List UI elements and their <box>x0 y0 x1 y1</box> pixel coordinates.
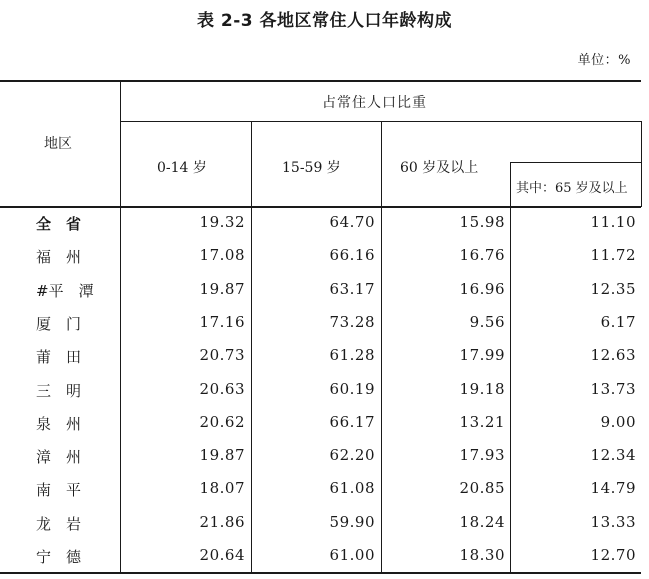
row-region: 龙 岩 <box>36 515 82 533</box>
row-value: 21.86 <box>199 513 245 531</box>
row-value: 12.63 <box>590 346 636 364</box>
row-value: 12.34 <box>590 446 636 464</box>
row-value: 15.98 <box>459 213 505 231</box>
row-value: 18.07 <box>199 479 245 497</box>
row-region: 宁 德 <box>36 548 82 566</box>
row-region: 福 州 <box>36 248 82 266</box>
row-value: 18.30 <box>459 546 505 564</box>
row-region: 全 省 <box>36 215 82 233</box>
sub-rule <box>510 162 641 163</box>
row-region: 三 明 <box>36 382 82 400</box>
header-age-65-plus: 其中：65 岁及以上 <box>516 181 628 196</box>
header-age-60-plus: 60 岁及以上 <box>400 160 479 176</box>
row-value: 17.93 <box>459 446 505 464</box>
col-divider-1 <box>251 121 252 573</box>
header-bottom-rule <box>0 206 641 208</box>
row-value: 19.18 <box>459 380 505 398</box>
header-age-15-59: 15-59 岁 <box>282 160 341 176</box>
row-value: 13.73 <box>590 380 636 398</box>
row-value: 17.99 <box>459 346 505 364</box>
row-value: 66.16 <box>329 246 375 264</box>
row-region: 莆 田 <box>36 348 82 366</box>
row-value: 64.70 <box>329 213 375 231</box>
row-value: 11.72 <box>590 246 636 264</box>
row-value: 17.08 <box>199 246 245 264</box>
row-value: 13.33 <box>590 513 636 531</box>
row-value: 63.17 <box>329 280 375 298</box>
right-edge-rule <box>641 121 642 207</box>
table-title: 表 2-3 各地区常住人口年龄构成 <box>196 11 453 31</box>
col-divider-region <box>120 80 121 573</box>
row-value: 59.90 <box>329 513 375 531</box>
row-value: 60.19 <box>329 380 375 398</box>
row-value: 14.79 <box>590 479 636 497</box>
row-value: 61.00 <box>329 546 375 564</box>
row-value: 9.56 <box>469 313 505 331</box>
bottom-rule <box>0 572 641 574</box>
row-value: 17.16 <box>199 313 245 331</box>
unit-label: 单位：% <box>577 53 631 68</box>
row-value: 20.73 <box>199 346 245 364</box>
row-value: 9.00 <box>600 413 636 431</box>
row-value: 18.24 <box>459 513 505 531</box>
row-value: 19.87 <box>199 446 245 464</box>
row-value: 73.28 <box>329 313 375 331</box>
row-value: 6.17 <box>600 313 636 331</box>
row-value: 66.17 <box>329 413 375 431</box>
col-divider-2 <box>381 121 382 573</box>
row-value: 16.76 <box>459 246 505 264</box>
row-value: 16.96 <box>459 280 505 298</box>
row-value: 20.62 <box>199 413 245 431</box>
row-region: 漳 州 <box>36 448 82 466</box>
row-value: 19.32 <box>199 213 245 231</box>
row-region: 泉 州 <box>36 415 82 433</box>
row-region: #平 潭 <box>36 282 94 300</box>
row-value: 19.87 <box>199 280 245 298</box>
row-value: 12.35 <box>590 280 636 298</box>
row-value: 20.64 <box>199 546 245 564</box>
row-region: 南 平 <box>36 481 82 499</box>
header-region: 地区 <box>44 136 72 152</box>
top-rule <box>0 80 641 82</box>
row-value: 13.21 <box>459 413 505 431</box>
row-value: 62.20 <box>329 446 375 464</box>
row-value: 20.85 <box>459 479 505 497</box>
row-value: 61.08 <box>329 479 375 497</box>
row-value: 20.63 <box>199 380 245 398</box>
row-region: 厦 门 <box>36 315 82 333</box>
row-value: 61.28 <box>329 346 375 364</box>
header-group: 占常住人口比重 <box>322 95 427 111</box>
col-divider-3 <box>510 162 511 573</box>
row-value: 11.10 <box>590 213 636 231</box>
header-age-0-14: 0-14 岁 <box>157 160 207 176</box>
row-value: 12.70 <box>590 546 636 564</box>
